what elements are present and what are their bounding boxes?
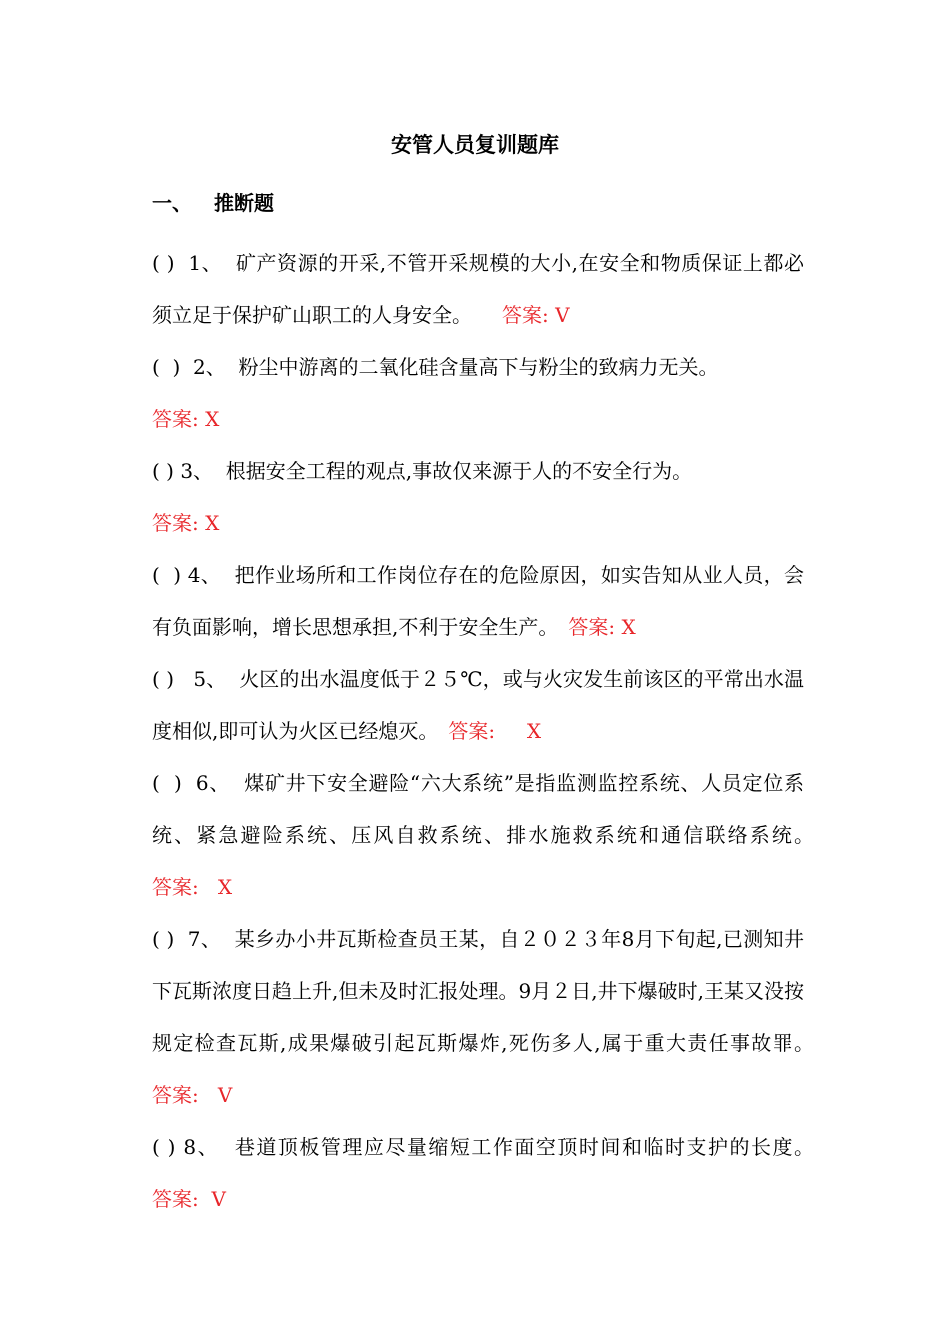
question-prefix: ( ) 7、 bbox=[152, 927, 235, 951]
answer-label: 答案: bbox=[152, 1187, 199, 1211]
answer-value: X bbox=[205, 407, 220, 431]
question-4 bbox=[152, 549, 804, 653]
question-text: 把作业场所和工作岗位存在的危险原因，如实告知从业人员，会有负面影响，增长思想承担,不利于安全生产。 bbox=[152, 563, 804, 639]
section-title: 推断题 bbox=[214, 191, 274, 215]
answer-label: 答案: bbox=[152, 407, 199, 431]
section-number: 一、 bbox=[152, 191, 192, 215]
document-title: 安管人员复训题库 bbox=[391, 133, 559, 157]
answer-value: V bbox=[555, 303, 570, 327]
question-text: 矿产资源的开采,不管开采规模的大小,在安全和物质保证上都必须立足于保护矿山职工的人身安全。 bbox=[152, 251, 804, 327]
question-text: 巷道顶板管理应尽量缩短工作面空顶时间和临时支护的长度。 bbox=[234, 1135, 805, 1159]
answer-label: 答案: bbox=[152, 875, 199, 899]
answer-label: 答案: bbox=[152, 511, 199, 535]
answer-value: X bbox=[621, 615, 636, 639]
answer-label: 答案: bbox=[568, 615, 616, 639]
answer-label: 答案: bbox=[152, 1083, 199, 1107]
question-text: 根据安全工程的观点,事故仅来源于人的不安全行为。 bbox=[225, 459, 693, 483]
question-text: 粉尘中游离的二氧化硅含量高下与粉尘的致病力无关。 bbox=[238, 355, 719, 379]
answer-value: V bbox=[211, 1187, 226, 1211]
question-text: 煤矿井下安全避险“六大系统”是指监测监控系统、人员定位系统、紧急避险系统、压风自救系统、排水施救系统和通信联络系统。 bbox=[152, 771, 804, 847]
question-8 bbox=[152, 1121, 804, 1225]
question-5 bbox=[152, 653, 804, 757]
question-2 bbox=[152, 341, 804, 445]
question-3 bbox=[152, 445, 804, 549]
question-7 bbox=[152, 913, 804, 1121]
question-text: 某乡办小井瓦斯检查员王某，自２０２３年8月下旬起,已测知井下瓦斯浓度日趋上升,但未及时汇报处理。9月２日,井下爆破时,王某又没按规定检查瓦斯,成果爆破引起瓦斯爆炸,死伤多人,属于重大责任事故罪。 bbox=[152, 927, 804, 1055]
answer-value: X bbox=[217, 875, 233, 899]
section-heading bbox=[152, 188, 274, 218]
answer-label: 答案: bbox=[448, 719, 496, 743]
question-prefix: ( ) 3、 bbox=[152, 459, 226, 483]
answer-label: 答案: bbox=[502, 303, 549, 327]
question-6 bbox=[152, 757, 804, 913]
answer-value: X bbox=[526, 719, 542, 743]
question-text: 火区的出水温度低于２５℃，或与火灾发生前该区的平常出水温度相似,即可认为火区已经熄灭。 bbox=[152, 667, 804, 743]
question-prefix: ( ) 1、 bbox=[152, 251, 236, 275]
question-prefix: ( ) 2、 bbox=[152, 355, 239, 379]
answer-value: V bbox=[217, 1083, 233, 1107]
question-prefix: ( ) 6、 bbox=[152, 771, 245, 795]
question-1 bbox=[152, 237, 804, 341]
question-prefix: ( ) 4、 bbox=[152, 563, 235, 587]
answer-value: X bbox=[205, 511, 220, 535]
question-prefix: ( ) 5、 bbox=[152, 667, 240, 691]
question-prefix: ( ) 8、 bbox=[152, 1135, 235, 1159]
